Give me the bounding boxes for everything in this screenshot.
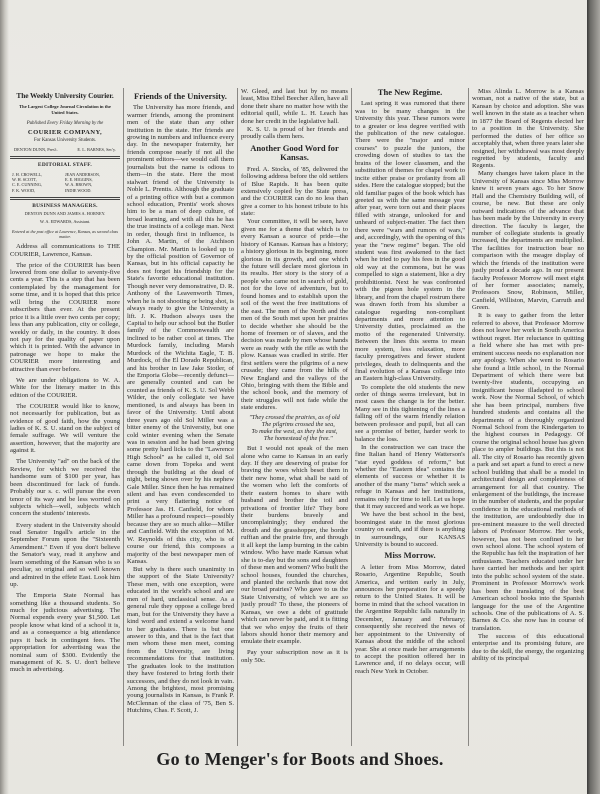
article-paragraph: The University "ad" on the back of the Review, for which we received the handsome sum of $100 per year, has been discontinued for lack of funds. Probably our s. c. will pursue the even tenor of its way and be less worried on subjects which—well, subjects which concern the students' interests. [10,458,120,518]
masthead-double-rule [10,156,120,159]
masthead-officers [14,148,116,153]
article-paragraph: We have the best school in the best, boomingest state in the most glorious country on earth, and if there is anything in surroundings, our KANSAS University is bound to succeed. [355,511,465,549]
article-paragraph: To complete the old students the new order of things seems irrelevant, but in most cases the change is for the better. Many see in this tightening of the lines a falling off of the warm friendly relation between professor and pupil, but all can see a promise of better, harder work to balance the loss. [355,383,465,443]
masthead-audience: For Kansas University Students. [33,138,97,144]
poem-line: "They crossed the prairies, as of old [249,414,340,422]
staff-name: E. E. HIGGINS, [65,177,93,182]
masthead [10,88,120,243]
officer-secretary: E. L. BARNES, Sec'y. [77,146,116,152]
article-paragraph: Address all communications to THE COURIER, Lawrence, Kansas. [10,243,120,258]
business-assistant: W. A. EDWARDS, Assistant. [39,219,91,225]
business-heading: BUSINESS MANAGERS. [32,203,98,210]
article-paragraph: But I would not speak of the men alone who came to Kansas in an early day. If they are deserving of praise for braving the woes which beset them in their new home, what shall be said of the women who left the comforts of their eastern homes to share with husband and brother the toil and privations of frontier life? They bore their burdens bravely and uncomplainingly; they endured the drouth and the grasshopper, the border ruffian and the prairie fire, and through it all kept the lamp burning in the cabin window. Who have made Kansas what she is to-day but the sons and daughters of these men and women? Who built the school houses, founded the churches, and planted the orchards that now dot our broad prairies? Who gave to us the State University, of which we are so justly proud? To these, the pioneers of Kansas, we owe a debt of gratitude which can never be paid, and it is fitting that we who enjoy the fruits of their labors should honor their memory and emulate their example. [241,445,348,646]
staff-name: J. H. CROWELL, [12,171,43,177]
subscription-notice: Pay your subscription now as it is only 50c. [241,649,348,664]
column-2 [127,92,234,746]
officer-president: DENTON DUNN, Pres't. [14,146,58,152]
article-paragraph: The Emporia State Normal has something like a thousand students. So much for judicious advertising. The Normal expends every year $1,500. Let people know what kind of a school it is, and as a consequence a big attendance pays it back in contingent fees. The appropriation for advertising was the nominal sum of $300. Evidently the management of K. S. U. don't believe much in advertising. [10,592,120,674]
boots-and-shoes-advert: Go to Menger's for Boots and Shoes. [156,749,444,769]
article-paragraph: Last spring it was rumored that there was to be many changes in the University this year. These rumors were to a greater or less degree verified with the publication of the new catalogue. There were the "major and minor courses" to puzzle the juniors, the crowding down of studies to tax the brains of the lower classmen, and the substitution of themes for chapel work to incite either praise or profanity from all sides. Here the catalogue stopped; but the old familiar pages of the book which has greeted us with the same message year after year, were torn out and their places filled with strange, unlooked for and unheard of subject-matter. The fact then there were "wars and rumors of wars," and, accordingly, with the opening of this year the "new regime" began. The old student was first awakened to the fact when he tried to pay his fees in the good old way at the commons, but he was compelled to sign a statement, like a dry prohibitionist. Next he was confronted with the pigeon hole system in the library, and from the chapel rostrum there was drawn forth from his slumber a catalogue regarding non-compliant departments and more attention to University duties, proclaimed as the motto of the regenerated University. Between the lines this seems to mean more system, less relaxation, more faculty prerogatives and fewer student privileges, death to delinquents and the final evolution of a Kansas college into an Eastern high-class University. [355,100,465,383]
poem-line: To make the west, as they the east, [251,428,338,436]
poem-line: The pilgrims crossed the sea, [261,421,335,429]
column-rule [123,88,124,746]
column-4 [355,88,465,746]
article-paragraph: W. Gleed, and last but by no means least, Miss Ethel Beecher Allen, have all done their share no matter how with the editorial quill, while L. H. Leach has done her credit in the legislative hall. [241,88,348,125]
article-paragraph: The University has more friends, and warmer friends, among the prominent men of the state than any other institution in the state. Her friends are growing in numbers and influence every day. In the newspaper fraternity, her friends compose nearly if not all the prominent editors—we would call them journalists but the name is odious to them—in the state. Here the most stalwart friend of the University is Noble L. Prentis. Although the graduate of a printing office with but a common school education, Prentis' work shows him to be a man of deep culture, of broad learning, and with all this he has the true instincts of a college man. Next in order, though first in influence, is John A. Martin, of the Atchison Champion. Mr. Martin is looked up to by the official position of Governor of Kansas, but in his official capacity he does not forget his friendship for the State's favorite educational institution. Though never very demonstrative, D. R. Anthony of the Leavenworth Times, when he is not shooting or being shot, is always ready to give the University a lift. J. K. Hudson always uses the Capital to help our school but the Butler family of the Commonwealth are inclined to be rather cool at times. The Murdock family, including Marsh Murdock of the Wichita Eagle, T. B. Murdock, of the El Dorado Republican, and his brother in law Jake Stotler, of the Emporia Globe—recently defunct—are generally counted and can be counted as friends of K. S. U. Sol Webb Wilder, the only collegiate we have mentioned, is and always has been in favor of the University. Until about three years ago old Sol Miller was a bitter enemy of the University, but one cold winter evening when the Senate was in session and he had been giving some pretty hard licks to the "Lawrence High School" as he called it, old Sol came down from Topeka and went through the building at the dead of night, being shown over by his nephew Gale Miller. Since then he has remained silent and has even condescended to print a very flattering notice of Professor Jas. H. Canfield, for whom Miller has a profound respect—possibly because they are so much alike—Miller and Canfield. With the exception of M. W. Reynolds of this city, who is of course our friend, this composes a majority of the best newspaper men of Kansas. [127,104,234,565]
article-paragraph: In the construction we can trace the fine Italian hand of Henry Watterson's "star eyed goddess of reform," but whether the "Eastern idea" contains the elements of success or whether it is another of the many "isms" which seek a refuge in Kansas and her institutions, remains only for time to tell. Let us hope that it may succeed and work as we hope. [355,443,465,511]
article-paragraph: A letter from Miss Morrow, dated Rosario, Argentine Republic, South America, and written early in July, announces her preparation for a speedy return to the United States. It will be borne in mind that the school vacation in the Argentine Republic falls naturally in December, January and February; consequently she received the news of her appointment to the University of Kansas about the middle of the school year. She at once made her arrangements to accept the position offered her in Lawrence and, if no delays occur, will reach New York in October. [355,563,465,675]
article-paragraph: K. S. U. is proud of her friends and proudly calls them hers. [241,125,348,141]
column-rule [351,88,352,746]
article-paragraph: Every student in the University should read Senator Ingall's article in the September Forum upon the "Sixteenth Amendment." Even if you don't believe the Senator's way, read it anyhow and learn something of the Kansan who is so peculiar, so original and so well known and admired in the effete East. Look him up. [10,521,120,589]
staff-name: JEAN ANDERSON, [65,171,100,177]
staff-name: INDIE WOOD. [65,187,92,193]
column-1 [10,88,120,746]
article-heading: The New Regime. [377,88,443,97]
column-5 [472,88,584,746]
staff-name: C. E. CUNNING, [12,182,42,188]
staff-name: W. H. SCOTT, [12,177,37,182]
column-rule [237,88,238,746]
article-paragraph: The COURIER would like to know, not necessarily for publication, but as evidence of good faith, how the young ladies of K. S. U. stand on the subject of female suffrage. We will venture the assertion, however, that the majority are against it. [10,402,120,455]
article-heading: Another Good Word for Kansas. [250,142,339,163]
editorial-column [10,243,120,746]
article-paragraph: Fred. A. Stocks, of '85, delivered the following address before the old settlers of Blue Rapids. It has been quite extensively copied by the State press, and the COURIER can do no less than give a corner to his honest tribute to his state: [241,165,348,218]
masthead-double-rule [10,197,120,200]
staff-name: W. A. BROWN, [65,182,93,188]
masthead-tagline: The Largest College Journal Circulation in the United States. [19,104,111,115]
poem [241,414,348,442]
article-paragraph: It is easy to gather from the letter referred to above, that Professor Morrow does not leave her work in South America without regret. Her reluctance in quitting a field where she has met with pre-eminent success needs no explanation nor any apology. When she went to Rosario she found a little school, in the Normal Department of which there were but twenty-five students, occupying an insignificant house illadapted to school work. Now the Normal School, of which she has been principal, numbers five hundred students and contains all the departments of a thoroughly organized Normal School from the Kindergarten to the highest courses in Pedagogy. Of course the original school house has given place to ampler buildings. But this is not all. The city of Rosario has recently given a park and set apart a fund to erect a new school building that shall be a model in architectural design and completeness of arrangement for all that country. The enlargement of the buildings, the increase in the number of students, and the popular confidence in the educational methods of the institution, are undoubtedly due in pre-eminent measure to the well directed labors of Professor Morrow. Her work, however, has not been confined to her own school alone. The school system of the Republic has felt the inspiration of her enthusiasm. Teachers educated under her have carried her methods and her spirit into the public school system of the state. Prominent in Professor Morrow's work has been the translating of the best American school books into the Spanish language for the use of the Argentine schools. One of the publications of A. S. Barnes & Co. she now has in course of translation. [472,312,584,632]
article-paragraph: The success of this educational enterprise and its promising future, are due to the skill, the energy, the organizing ability of its principal [472,632,584,663]
business-managers: DENTON DUNN AND JAMES A. HORNEY. [24,211,106,217]
column-rule [468,88,469,746]
column-3 [241,88,348,746]
article-paragraph: But why is there such unanimity in the support of the State University? These men, with one exception, were educated in the world's school and are men of hard, unclassical sense. As a general rule they oppose a college bred man, but for the University they have a kind word and extend a welcome hand to her graduates. There is but one answer to this, and that is the fact that men whom these men meet, coming from the University, are living recommendations for that institution. The graduates look to the institution they have fostered to bring forth their successors, and they do not look in vain. Among the brightest, most promising young journalists in Kansas, is Frank P. McClennan of the class of '75, Ben S. Hutchins, Chas. F. Scott, J. [127,566,234,715]
newspaper-title: The Weekly University Courier. [16,91,114,100]
postal-notice: Entered at the post office at Lawrence, Kansas, as second class matter. [12,228,118,239]
article-paragraph: The price of the COURIER has been lowered from one dollar to seventy-five cents a year. This is a step that has been contemplated by the management for some time, and it is hoped that this price will bring the COURIER more subscribers than ever. At the present price it is a little over two cents per copy; less than any publication, city or college, weekly or daily, in the country. It does not pay for the quality of paper upon which it is printed. With the advance in patronage we hope to make the COURIER more interesting and attractive than ever before. [10,261,120,373]
article-paragraph: Miss Alinda L. Morrow is a Kansas woman, not a native of the state, but a Kansan by choice and adoption. She was well known in the state as a teacher when in 1877 the Board of Regents elected her to a position in the University. She performed the duties of her office so acceptably that, when three years later she resigned, her withdrawal was most deeply regretted by students, faculty and Regents. [472,88,584,170]
article-heading: Friends of the University. [134,92,227,101]
poem-line: The homestead of the free." [263,435,333,443]
masthead-published: Published Every Friday Morning by the [26,121,104,127]
masthead-company: COURIER COMPANY, [27,128,103,136]
staff-name: F. K. WOOD, [12,187,36,193]
article-heading: Miss Morrow. [384,550,436,561]
staff-heading: EDITORIAL STAFF. [37,162,93,169]
page-gutter-shadow [0,0,9,794]
article-paragraph: Many changes have taken place in the University of Kansas since Miss Morrow knew it seven years ago. To her Snow Hall and the Chemistry Building will, of course, be new. But these are only outward indications of the advance that has been made by the University in every direction. The faculty is larger, the number of collegiate students is greatly increased, the departments are multiplied. The facilities for instruction bear no comparison with the meagre display of which the friends of the institution were justly proud a decade ago. In our present faculty Professor Morrow will meet eight of her former associates; namely, Professors Snow, Robinson, Miller, Canfield, Williston, Marvin, Carruth and Green. [472,170,584,312]
article-paragraph: We are under obligations to W. A. White for the literary matter in this edition of the COURIER. [10,376,120,399]
article-paragraph: Your committee, it will be seen, have given me for a theme that which is to every Kansan a source of pride—the history of Kansas. Kansas has a history; a history glorious in its beginning, more glorious in its growth, and one which the future will declare most glorious in its results. Her story is the story of a people who came not in search of gold, not for the love of adventure, but to found homes and to establish upon the soil of the west the free institutions of the east. The men of the North and the men of the South met upon her prairies to decide whether she should be the home of freemen or of slaves, and the decision was made by men whose hands were as ready with the rifle as with the plow. Kansas was cradled in strife. Her first settlers were the pilgrims of a new crusade; they came from the hills of New England and the valleys of the Ohio, bringing with them the Bible and the school book, and the memory of their struggles will not fade while the state endures. [241,218,348,412]
staff-list [12,172,118,194]
page-right-edge [587,0,600,794]
